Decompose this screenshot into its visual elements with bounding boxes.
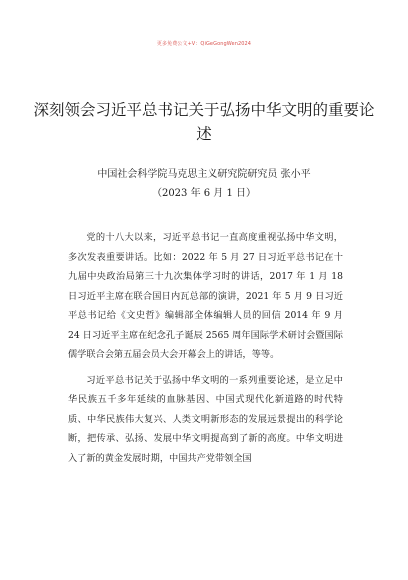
body-paragraph: 党的十八大以来，习近平总书记一直高度重视弘扬中华文明，多次发表重要讲话。比如：2022 年 5 月 27 日习近平总书记在十九届中央政治局第三十九次集体学习时的讲话，2017 年 1 月 18 日习近平主席在联合国日内瓦总部的演讲，2021 年 5 月 9 日习近平总书记给《文史哲》编辑部全体编辑人员的回信 2014 年 9 月 24 日习近平主席在纪念孔子诞辰 2565 周年国际学术研讨会暨国际儒学联合会第五届会员大会开幕会上的讲话，等等。 (68, 232, 343, 360)
author-line: 中国社会科学院马克思主义研究院研究员 张小平 (97, 169, 311, 180)
page-title: 深刻领会习近平总书记关于弘扬中华文明的重要论述 (33, 101, 375, 143)
document-body (68, 228, 343, 468)
date-line: （2023 年 6 月 1 日） (151, 188, 257, 199)
body-paragraph: 习近平总书记关于弘扬中华文明的一系列重要论述，是立足中华民族五千多年延续的血脉基因、中国式现代化新道路的时代特质、中华民族伟大复兴、人类文明新形态的发展远景提出的科学论断，把传承、弘扬、发展中华文明提高到了新的高度。中华文明进入了新的黄金发展时期，中国共产党带领全国 (68, 374, 343, 464)
header-note: 更多免费公文+V：QiGeGongWen2024 (156, 41, 252, 47)
